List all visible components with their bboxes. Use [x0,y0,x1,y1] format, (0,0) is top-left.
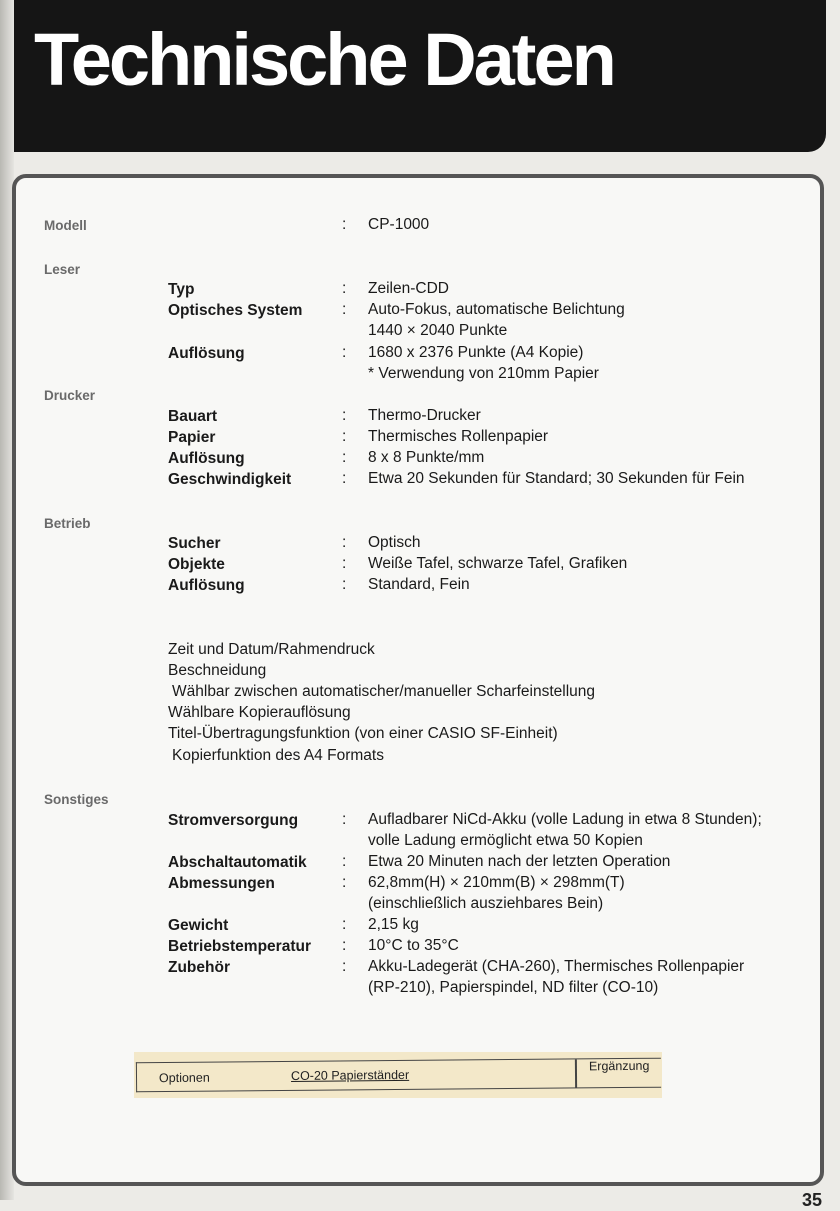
feature-item: Wählbar zwischen automatischer/manueller Scharfeinstellung [172,683,596,700]
colon: : [342,853,347,870]
colon: : [342,407,347,424]
spec-value-aufloesung-leser-note: * Verwendung von 210mm Papier [368,365,599,382]
spec-label-aufloesung-leser: Auflösung [168,345,245,362]
spec-value-bauart: Thermo-Drucker [368,407,481,424]
spec-label-abschaltautomatik: Abschaltautomatik [168,854,307,871]
colon: : [342,216,347,233]
colon: : [342,428,347,445]
spec-value-geschwindigkeit: Etwa 20 Sekunden für Standard; 30 Sekunden für Fein [368,470,745,487]
spec-label-stromversorgung: Stromversorgung [168,812,299,829]
spec-label-optisches-system: Optisches System [168,302,303,319]
spec-value-abschaltautomatik: Etwa 20 Minuten nach der letzten Operation [368,853,671,870]
options-strip [134,1052,662,1098]
colon: : [342,301,347,318]
feature-item: Titel-Übertragungsfunktion (von einer CASIO SF-Einheit) [168,725,558,742]
section-modell: Modell [44,218,87,233]
spec-value-aufloesung-betrieb: Standard, Fein [368,576,470,593]
colon: : [342,344,347,361]
colon: : [342,555,347,572]
modell-value: CP-1000 [368,216,430,233]
colon: : [342,449,347,466]
feature-item: Wählbare Kopierauflösung [168,704,351,721]
spec-label-typ: Typ [168,281,195,298]
spec-value-gewicht: 2,15 kg [368,916,419,933]
options-label: Optionen [158,1070,210,1086]
colon: : [342,811,347,828]
page-number: 35 [801,1190,822,1210]
spec-label-zubehoer: Zubehör [168,959,230,976]
colon: : [342,534,347,551]
colon: : [342,958,347,975]
spec-label-aufloesung-drucker: Auflösung [168,450,245,467]
spec-label-bauart: Bauart [168,408,218,425]
spec-label-betriebstemperatur: Betriebstemperatur [168,938,311,955]
spec-value-objekte: Weiße Tafel, schwarze Tafel, Grafiken [368,555,628,572]
section-leser: Leser [44,262,81,277]
spec-value-sucher: Optisch [368,534,421,551]
spec-label-objekte: Objekte [168,556,225,573]
spec-label-sucher: Sucher [168,535,221,552]
feature-item: Beschneidung [168,662,267,679]
spec-label-gewicht: Gewicht [168,917,229,934]
title-banner [14,0,826,152]
colon: : [342,576,347,593]
spec-label-aufloesung-betrieb: Auflösung [168,577,245,594]
page-title: Technische Daten [34,18,614,101]
options-item: CO-20 Papierständer [290,1067,410,1083]
spec-value-aufloesung-drucker: 8 x 8 Punkte/mm [368,449,485,466]
colon: : [342,916,347,933]
spec-label-abmessungen: Abmessungen [168,875,275,892]
spec-label-papier: Papier [168,429,216,446]
section-betrieb: Betrieb [44,516,91,531]
spec-value-zubehoer: Akku-Ladegerät (CHA-260), Thermisches Rollenpapier [368,958,745,975]
options-strip-frame [136,1058,661,1093]
colon: : [342,874,347,891]
spec-value-zubehoer-2: (RP-210), Papierspindel, ND filter (CO-10) [368,979,659,996]
spec-value-abmessungen: 62,8mm(H) × 210mm(B) × 298mm(T) [368,874,625,891]
spec-value-stromversorgung: Aufladbarer NiCd-Akku (volle Ladung in etwa 8 Stunden); [368,811,762,828]
spec-label-geschwindigkeit: Geschwindigkeit [168,471,292,488]
section-sonstiges: Sonstiges [44,792,109,807]
spec-value-papier: Thermisches Rollenpapier [368,428,549,445]
spec-value-stromversorgung-2: volle Ladung ermöglicht etwa 50 Kopien [368,832,643,849]
spec-value-betriebstemperatur: 10°C to 35°C [368,937,459,954]
feature-item: Zeit und Datum/Rahmendruck [168,641,375,658]
section-drucker: Drucker [44,388,96,403]
colon: : [342,937,347,954]
colon: : [342,470,347,487]
feature-item: Kopierfunktion des A4 Formats [172,747,384,764]
options-note: Ergänzung [588,1058,650,1074]
options-divider [575,1059,577,1087]
colon: : [342,280,347,297]
spec-value-typ: Zeilen-CDD [368,280,449,297]
spec-value-optisches-system-2: 1440 × 2040 Punkte [368,322,508,339]
spec-value-aufloesung-leser: 1680 x 2376 Punkte (A4 Kopie) [368,344,584,361]
spec-value-abmessungen-2: (einschließlich ausziehbares Bein) [368,895,604,912]
spec-value-optisches-system: Auto-Fokus, automatische Belichtung [368,301,625,318]
